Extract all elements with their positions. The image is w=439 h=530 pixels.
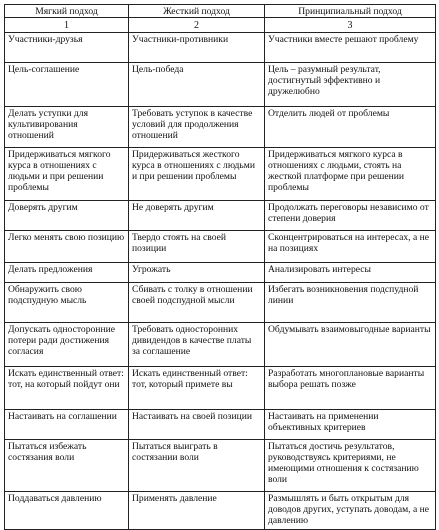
soft-approach-cell: Доверять другим xyxy=(5,201,129,231)
table-row xyxy=(5,63,436,107)
hard-approach-cell: Пытаться выиграть в состязании воли xyxy=(129,440,265,492)
table-row xyxy=(5,440,436,492)
table-row xyxy=(5,283,436,323)
principled-approach-cell: Размышлять и быть открытым для доводов других, уступать доводам, а не давлению xyxy=(265,492,436,530)
table-row xyxy=(5,107,436,148)
column-number-2: 2 xyxy=(129,18,265,33)
soft-approach-cell: Придерживаться мягкого курса в отношениях с людьми и при решении проблемы xyxy=(5,148,129,201)
table-row xyxy=(5,410,436,440)
table-row xyxy=(5,323,436,367)
hard-approach-cell: Сбивать с толку в отношении своей подспудной мысли xyxy=(129,283,265,323)
hard-approach-cell: Искать единственный ответ: тот, который примете вы xyxy=(129,367,265,410)
table-row xyxy=(5,201,436,231)
negotiation-approaches-table xyxy=(4,4,436,530)
principled-approach-cell: Придерживаться мягкого курса в отношениях с людьми, стоять на жесткой платформе при решении проблемы xyxy=(265,148,436,201)
header-row xyxy=(5,5,436,18)
principled-approach-cell: Обдумывать взаимовыгодные варианты xyxy=(265,323,436,367)
principled-approach-cell: Пытаться достичь результатов, руководствуясь критериями, не имеющими отношения к состязанию воли xyxy=(265,440,436,492)
table-row xyxy=(5,263,436,283)
table-row xyxy=(5,148,436,201)
header-hard-approach: Жесткий подход xyxy=(129,5,265,18)
hard-approach-cell: Применять давление xyxy=(129,492,265,530)
hard-approach-cell: Не доверять другим xyxy=(129,201,265,231)
table-row xyxy=(5,33,436,63)
soft-approach-cell: Пытаться избежать состязания воли xyxy=(5,440,129,492)
header-principled-approach: Принципиальный подход xyxy=(265,5,436,18)
principled-approach-cell: Цель – разумный результат, достигнутый эффективно и дружелюбно xyxy=(265,63,436,107)
hard-approach-cell: Участники-противники xyxy=(129,33,265,63)
table-row xyxy=(5,492,436,530)
hard-approach-cell: Требовать односторонних дивидендов в качестве платы за соглашение xyxy=(129,323,265,367)
soft-approach-cell: Легко менять свою позицию xyxy=(5,231,129,263)
hard-approach-cell: Настаивать на своей позиции xyxy=(129,410,265,440)
column-number-row xyxy=(5,18,436,33)
hard-approach-cell: Твердо стоять на своей позиции xyxy=(129,231,265,263)
table-row xyxy=(5,367,436,410)
hard-approach-cell: Придерживаться жесткого курса в отношениях с людьми и при решении проблемы xyxy=(129,148,265,201)
principled-approach-cell: Продолжать переговоры независимо от степени доверия xyxy=(265,201,436,231)
soft-approach-cell: Обнаружить свою подспудную мысль xyxy=(5,283,129,323)
principled-approach-cell: Участники вместе решают проблему xyxy=(265,33,436,63)
table-row xyxy=(5,231,436,263)
header-soft-approach: Мягкий подход xyxy=(5,5,129,18)
soft-approach-cell: Настаивать на соглашении xyxy=(5,410,129,440)
principled-approach-cell: Анализировать интересы xyxy=(265,263,436,283)
column-number-1: 1 xyxy=(5,18,129,33)
soft-approach-cell: Допускать односторонние потери ради достижения согласия xyxy=(5,323,129,367)
comparison-table-page xyxy=(4,4,435,530)
soft-approach-cell: Поддаваться давлению xyxy=(5,492,129,530)
principled-approach-cell: Избегать возникновения подспудной линии xyxy=(265,283,436,323)
soft-approach-cell: Искать единственный ответ: тот, на который пойдут они xyxy=(5,367,129,410)
soft-approach-cell: Делать предложения xyxy=(5,263,129,283)
hard-approach-cell: Требовать уступок в качестве условий для продолжения отношений xyxy=(129,107,265,148)
soft-approach-cell: Участники-друзья xyxy=(5,33,129,63)
soft-approach-cell: Делать уступки для культивирования отношений xyxy=(5,107,129,148)
soft-approach-cell: Цель-соглашение xyxy=(5,63,129,107)
principled-approach-cell: Разработать многоплановые варианты выбора решать позже xyxy=(265,367,436,410)
principled-approach-cell: Сконцентрироваться на интересах, а не на позициях xyxy=(265,231,436,263)
column-number-3: 3 xyxy=(265,18,436,33)
hard-approach-cell: Цель-победа xyxy=(129,63,265,107)
principled-approach-cell: Настаивать на применении объективных критериев xyxy=(265,410,436,440)
principled-approach-cell: Отделить людей от проблемы xyxy=(265,107,436,148)
hard-approach-cell: Угрожать xyxy=(129,263,265,283)
